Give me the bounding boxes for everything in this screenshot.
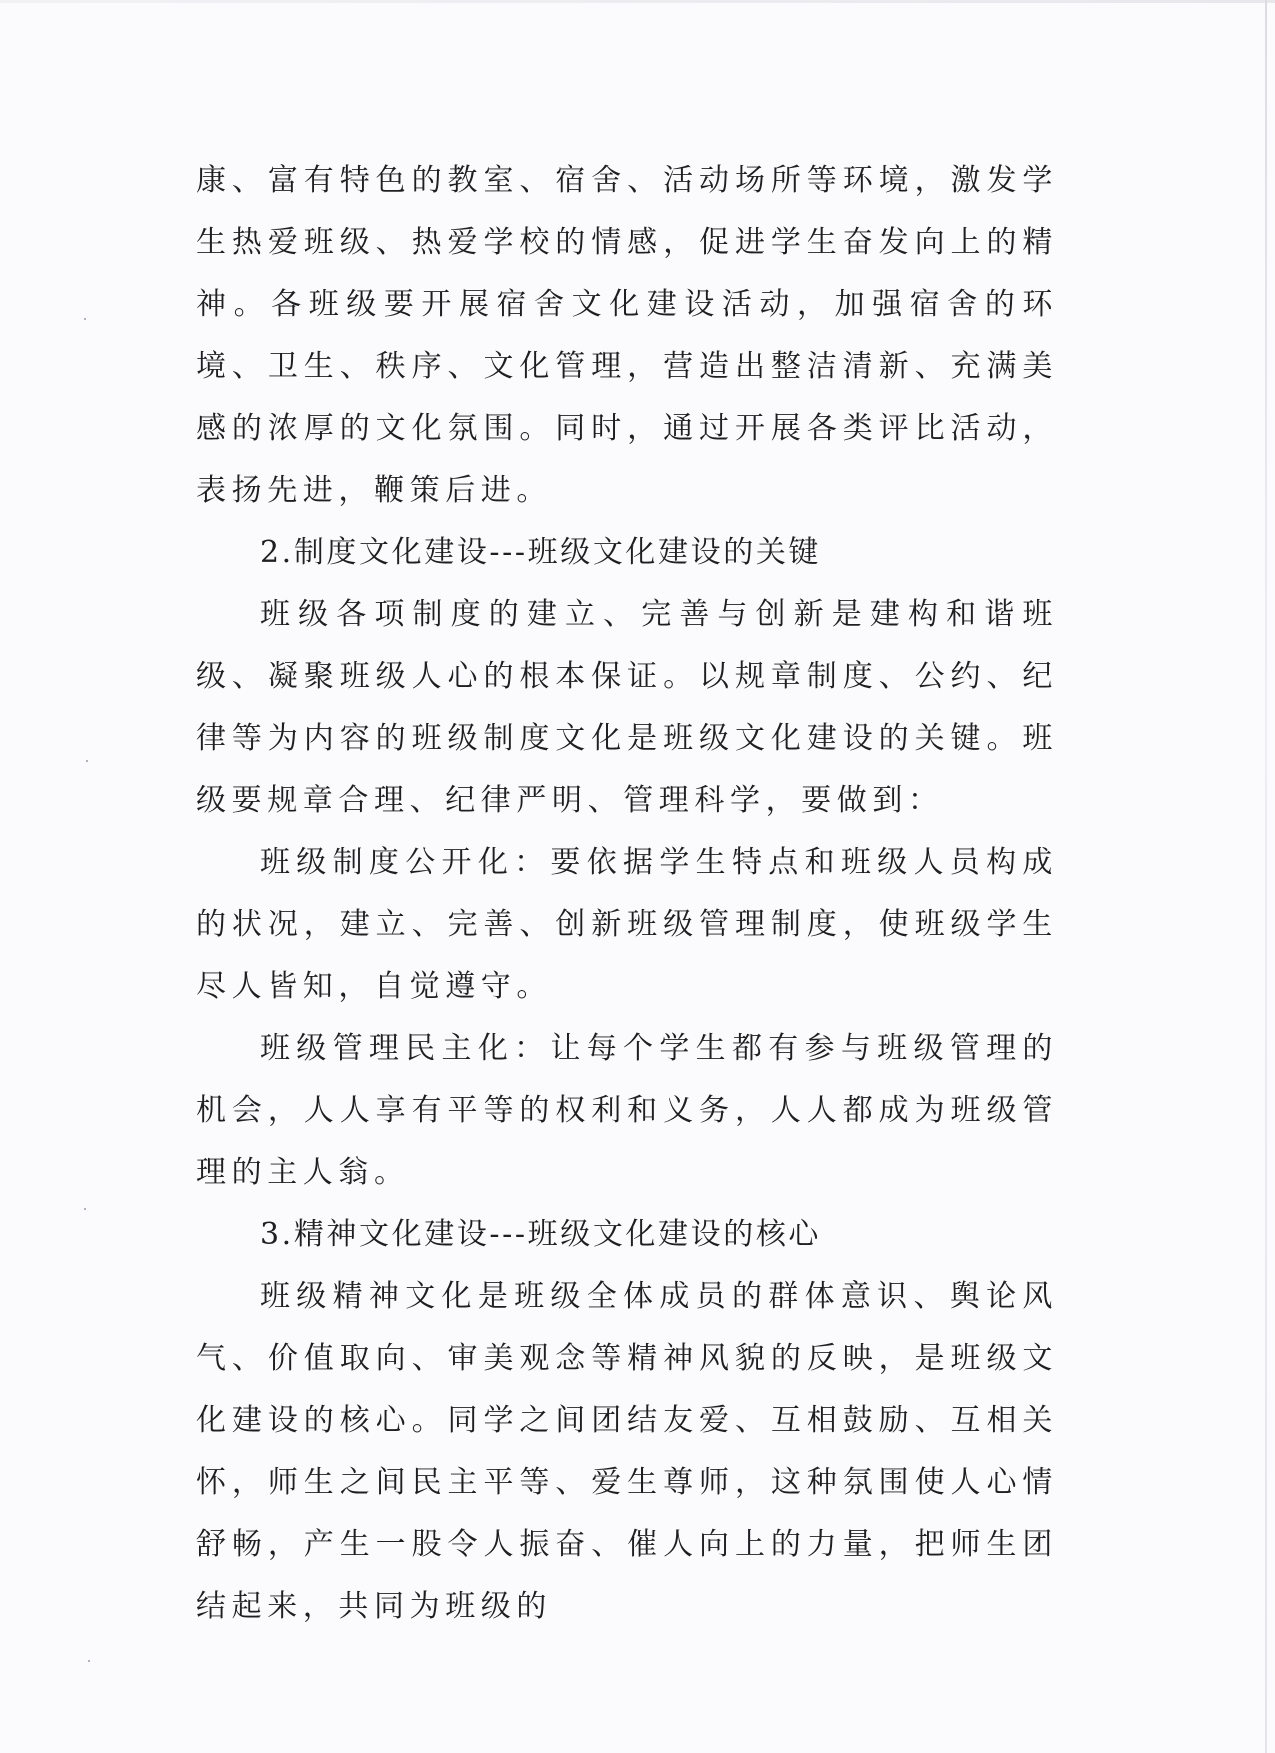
paragraph-spiritual-culture: 班级精神文化是班级全体成员的群体意识、舆论风气、价值取向、审美观念等精神风貌的反映，是班级文化建设的核心。同学之间团结友爱、互相鼓励、互相关怀，师生之间民主平等、爱生尊师，这种氛围使人心情舒畅，产生一股令人振奋、催人向上的力量，把师生团结起来，共同为班级的 (196, 1279, 1058, 1624)
scan-right-edge (1265, 0, 1267, 1753)
section-heading-spiritual-culture: 3.精神文化建设---班级文化建设的核心 (260, 1217, 822, 1252)
scan-speck (88, 1660, 90, 1662)
document-body (196, 150, 1058, 1638)
scan-speck (86, 760, 88, 762)
paragraph-management-democracy: 班级管理民主化：让每个学生都有参与班级管理的机会，人人享有平等的权利和义务，人人都成为班级管理的主人翁。 (196, 1031, 1058, 1190)
scan-top-edge (0, 0, 1275, 3)
section-heading-system-culture: 2.制度文化建设---班级文化建设的关键 (260, 535, 822, 570)
scan-speck (84, 318, 86, 320)
paragraph-system-culture-intro: 班级各项制度的建立、完善与创新是建构和谐班级、凝聚班级人心的根本保证。以规章制度、公约、纪律等为内容的班级制度文化是班级文化建设的关键。班级要规章合理、纪律严明、管理科学，要做到： (196, 597, 1058, 818)
scan-speck (84, 1208, 86, 1210)
paragraph-system-openness: 班级制度公开化：要依据学生特点和班级人员构成的状况，建立、完善、创新班级管理制度，使班级学生尽人皆知，自觉遵守。 (196, 845, 1058, 1004)
paragraph-environment-continuation: 康、富有特色的教室、宿舍、活动场所等环境，激发学生热爱班级、热爱学校的情感，促进学生奋发向上的精神。各班级要开展宿舍文化建设活动，加强宿舍的环境、卫生、秩序、文化管理，营造出整洁清新、充满美感的浓厚的文化氛围。同时，通过开展各类评比活动，表扬先进，鞭策后进。 (196, 163, 1058, 508)
